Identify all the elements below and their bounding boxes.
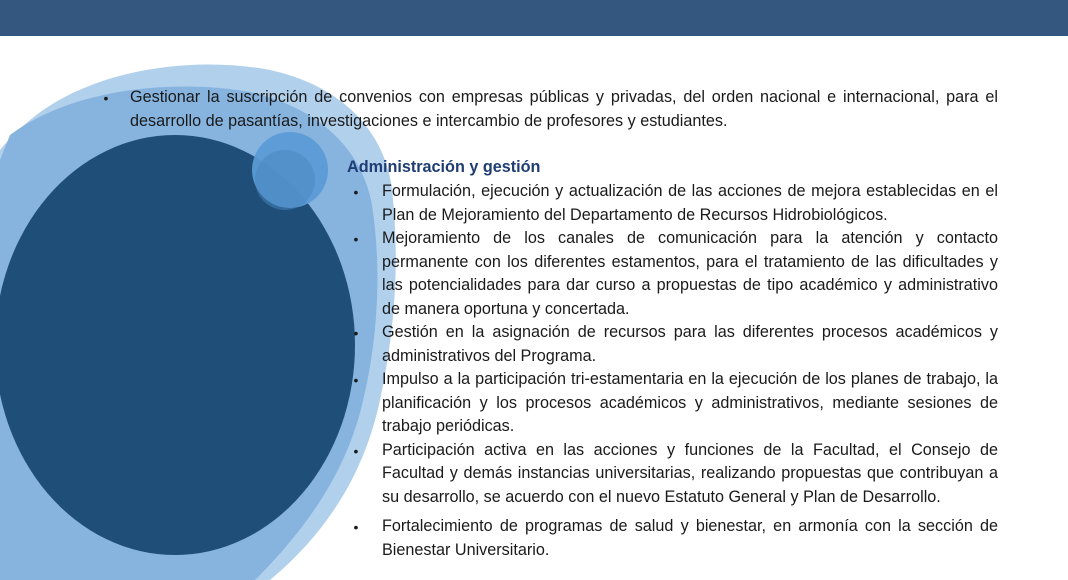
bullet-icon: • — [353, 325, 359, 341]
list-item-text: Formulación, ejecución y actualización de las acciones de mejora establecidas en el Plan de Mejoramiento del Departamento de Recursos Hidrobiológicos. — [382, 182, 998, 224]
list-item-text: Gestión en la asignación de recursos para las diferentes procesos académicos y administrativos del Programa. — [382, 323, 998, 365]
section-heading: Administración y gestión — [347, 158, 541, 176]
bullet-icon: • — [353, 442, 359, 459]
bullet-icon: • — [353, 231, 359, 247]
bullet-icon: • — [353, 372, 359, 388]
intro-item-text: Gestionar la suscripción de convenios con empresas públicas y privadas, del orden nacional e internacional, para el desarrollo de pasantías, investigaciones e intercambio de profesores y estudiantes. — [130, 88, 998, 130]
list-item — [353, 321, 998, 368]
bullet-icon: • — [353, 184, 359, 200]
list-item — [353, 439, 998, 510]
list-item — [353, 515, 998, 562]
list-item — [353, 227, 998, 321]
list-item-text: Mejoramiento de los canales de comunicación para la atención y contacto permanente con los diferentes estamentos, para el tratamiento de las dificultades y las potencialidades para dar curso a propuestas de tipo académico y administrativo de manera oportuna y concertada. — [382, 229, 998, 318]
bullet-icon: • — [103, 90, 109, 106]
list-item — [353, 180, 998, 227]
list-item — [353, 368, 998, 439]
list-item-text: Participación activa en las acciones y funciones de la Facultad, el Consejo de Facultad y demás instancias universitarias, realizando propuestas que contribuyan a su desarrollo, se acuerdo con el nuevo Estatuto General y Plan de Desarrollo. — [382, 440, 998, 506]
bullet-icon: • — [353, 519, 359, 535]
list-item-text: Fortalecimiento de programas de salud y bienestar, en armonía con la sección de Bienestar Universitario. — [382, 517, 998, 559]
section-list — [353, 180, 998, 562]
list-item-text: Impulso a la participación tri-estamentaria en la ejecución de los planes de trabajo, la planificación y los procesos académicos y administrativos, mediante sesiones de trabajo periódicas. — [382, 370, 998, 435]
